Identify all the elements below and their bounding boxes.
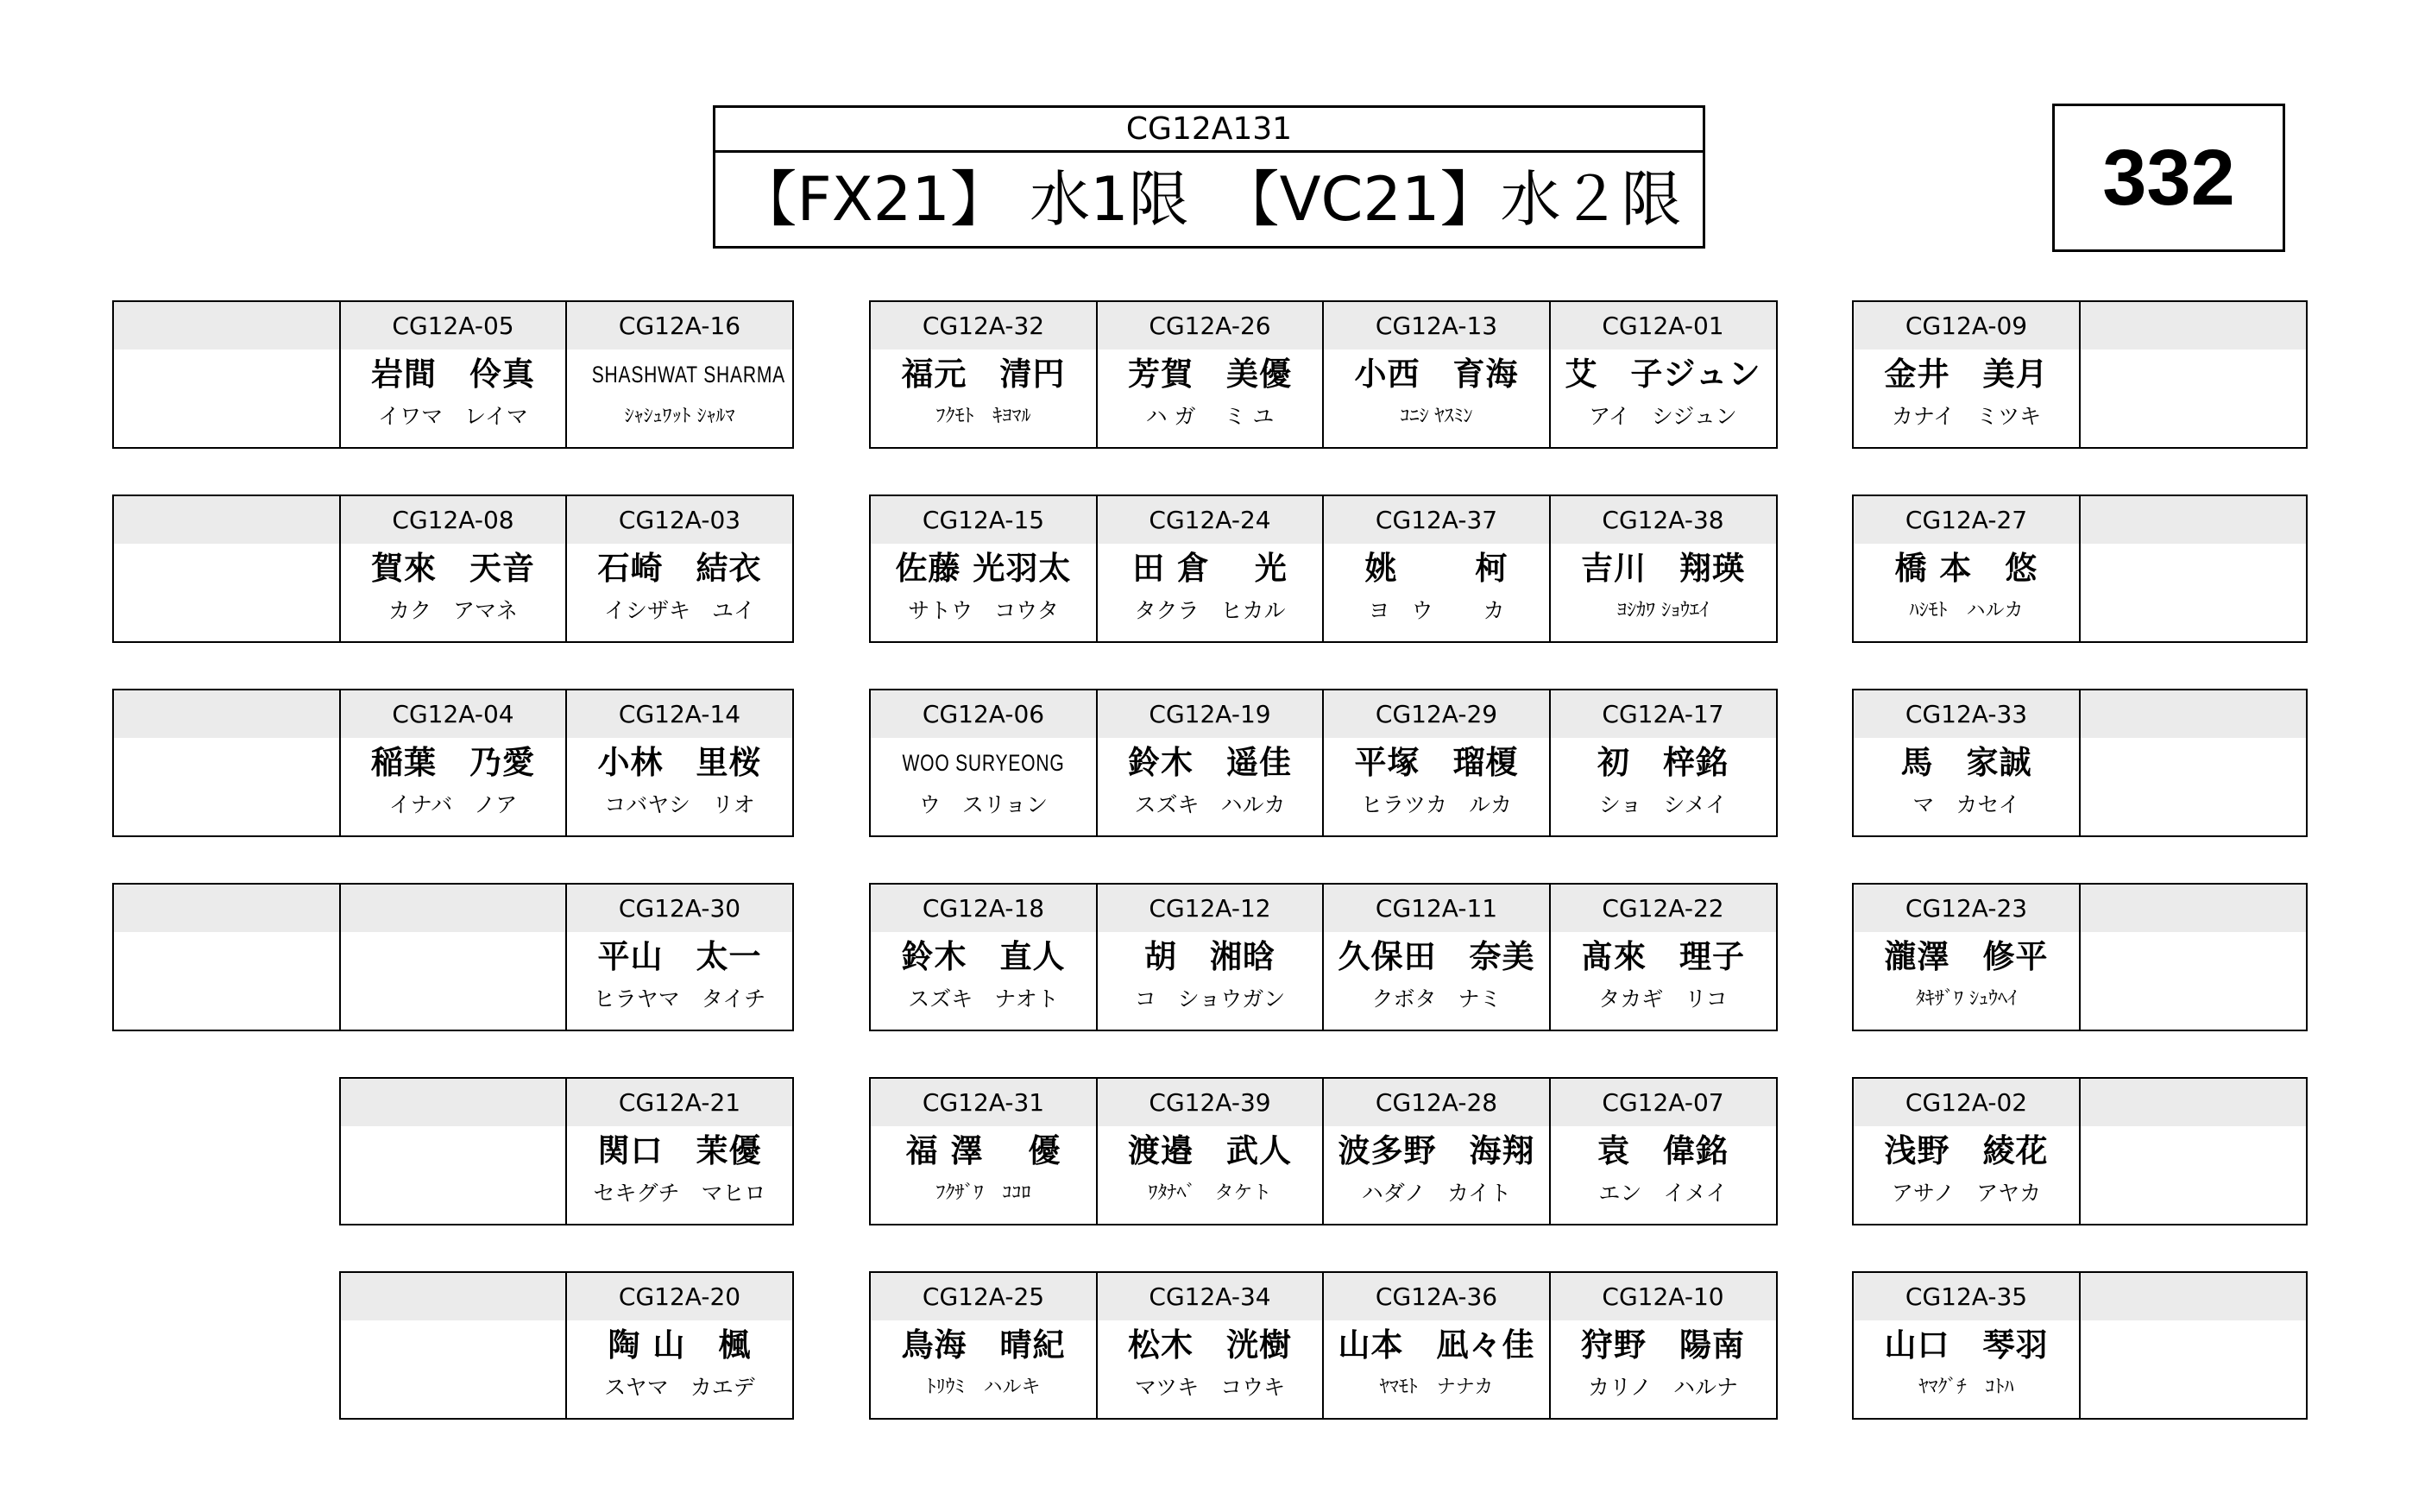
student-kana: ハ ガ ミ ユ (1145, 404, 1275, 429)
desk-group-left (112, 689, 794, 837)
seat-cell (1096, 495, 1325, 643)
student-kana (341, 1372, 566, 1407)
seat-cell (869, 1077, 1098, 1225)
seat-cell (1322, 1271, 1551, 1420)
student-id (2081, 690, 2306, 736)
student-kana: スヤマ カエデ (604, 1375, 755, 1400)
empty-seat-cell (112, 495, 341, 643)
student-kana: タクラ ヒカル (1134, 598, 1286, 623)
student-name: 田 倉 光 (1132, 550, 1288, 587)
student-name (2081, 930, 2306, 984)
student-kana (2081, 1178, 2306, 1213)
student-kana (341, 984, 566, 1018)
seat-cell (565, 1271, 794, 1420)
student-id: CG12A-29 (1375, 700, 1498, 728)
empty-seat-cell (339, 1077, 568, 1225)
student-id: CG12A-02 (1905, 1088, 2028, 1117)
student-name: 鳥海 晴紀 (901, 1326, 1066, 1364)
student-kana: アイ シジュン (1589, 404, 1737, 429)
student-kana: アサノ アヤカ (1891, 1181, 2042, 1206)
student-id (114, 690, 339, 736)
seat-cell (1322, 300, 1551, 449)
student-kana: ウ スリョン (918, 792, 1049, 817)
student-kana: ﾖｼｶﾜ ｼｮｳｴｲ (1617, 600, 1709, 621)
student-id (114, 496, 339, 542)
student-id: CG12A-17 (1602, 700, 1724, 728)
seat-cell (1852, 689, 2081, 837)
student-kana (114, 984, 339, 1018)
student-name: 福元 清円 (901, 356, 1066, 393)
student-kana: エン イメイ (1598, 1181, 1728, 1206)
student-name: 平塚 瑠榎 (1354, 744, 1519, 781)
student-name: 鈴木 遥佳 (1128, 744, 1292, 781)
student-name: 佐藤 光羽太 (895, 550, 1072, 587)
student-kana: ﾔﾏﾓﾄ ナナカ (1379, 1377, 1494, 1398)
student-id: CG12A-04 (392, 700, 514, 728)
student-id: CG12A-36 (1375, 1282, 1498, 1311)
empty-seat-cell (112, 883, 341, 1031)
student-kana (114, 595, 339, 630)
student-name: 稲葉 乃愛 (371, 744, 535, 781)
empty-seat-cell (2079, 689, 2308, 837)
student-kana: イワマ レイマ (378, 404, 528, 429)
student-kana (114, 790, 339, 824)
student-kana: カナイ ミツキ (1891, 404, 2042, 429)
student-id (2081, 302, 2306, 348)
class-code: CG12A131 (715, 108, 1703, 153)
seat-cell (1852, 883, 2081, 1031)
student-id: CG12A-05 (392, 312, 514, 340)
student-name: 浅野 綾花 (1884, 1132, 2049, 1169)
student-name: 石崎 結衣 (597, 550, 762, 587)
seat-cell (339, 495, 568, 643)
student-id: CG12A-25 (922, 1282, 1045, 1311)
student-id: CG12A-03 (618, 506, 741, 534)
student-kana (2081, 595, 2306, 630)
seat-cell (1322, 689, 1551, 837)
student-kana: ﾜﾀﾅﾍﾞ タケト (1148, 1182, 1272, 1204)
student-name: 賀來 天音 (371, 550, 535, 587)
student-kana: サトウ コウタ (908, 598, 1059, 623)
student-id: CG12A-19 (1149, 700, 1271, 728)
seat-cell (1096, 883, 1325, 1031)
student-name: WOO SURYEONG (902, 750, 1065, 776)
seat-cell (565, 1077, 794, 1225)
student-id: CG12A-08 (392, 506, 514, 534)
student-name: 橋 本 悠 (1894, 550, 2038, 587)
seat-cell (1549, 300, 1778, 449)
seat-cell (1549, 689, 1778, 837)
empty-seat-cell (339, 883, 568, 1031)
seat-cell (1096, 300, 1325, 449)
seat-cell (869, 300, 1098, 449)
student-name: 瀧澤 修平 (1884, 938, 2049, 975)
student-id (341, 1079, 566, 1125)
desk-group-middle (869, 1077, 1778, 1225)
student-name (114, 930, 339, 984)
seat-cell (1549, 883, 1778, 1031)
student-name: 関口 茉優 (597, 1132, 762, 1169)
student-name: 渡邉 武人 (1128, 1132, 1292, 1169)
student-id (2081, 496, 2306, 542)
student-id: CG12A-24 (1149, 506, 1271, 534)
student-kana (341, 1178, 566, 1213)
class-title: 【FX21】 水1限 【VC21】水２限 (736, 164, 1682, 235)
student-name: 福 澤 優 (905, 1132, 1061, 1169)
student-name: 小西 育海 (1354, 356, 1519, 393)
seat-cell (1322, 495, 1551, 643)
student-name: 金井 美月 (1884, 356, 2049, 393)
student-name: 平山 太一 (597, 938, 762, 975)
room-number: 332 (2052, 104, 2285, 252)
student-name (341, 1125, 566, 1178)
student-name (341, 930, 566, 984)
student-kana: スズキ ハルカ (1134, 792, 1286, 817)
desk-group-right (1852, 495, 2308, 643)
student-id: CG12A-06 (922, 700, 1045, 728)
student-kana: セキグチ マヒロ (593, 1181, 766, 1206)
student-name: SHASHWAT SHARMA (591, 362, 785, 387)
seat-cell (565, 300, 794, 449)
student-id: CG12A-12 (1149, 894, 1271, 923)
student-id (2081, 885, 2306, 930)
empty-seat-cell (339, 1271, 568, 1420)
student-id: CG12A-34 (1149, 1282, 1271, 1311)
desk-group-right (1852, 883, 2308, 1031)
student-id (341, 1273, 566, 1319)
student-name: 鈴木 直人 (901, 938, 1066, 975)
student-name (341, 1319, 566, 1372)
seat-cell (869, 883, 1098, 1031)
desk-group-left (112, 300, 794, 449)
seat-cell (565, 495, 794, 643)
student-name: 狩野 陽南 (1581, 1326, 1745, 1364)
empty-seat-cell (112, 300, 341, 449)
student-id: CG12A-16 (618, 312, 741, 340)
student-id: CG12A-10 (1602, 1282, 1724, 1311)
student-name: 山口 琴羽 (1884, 1326, 2049, 1364)
desk-group-middle (869, 495, 1778, 643)
student-id: CG12A-39 (1149, 1088, 1271, 1117)
student-id: CG12A-07 (1602, 1088, 1724, 1117)
student-kana (114, 401, 339, 436)
student-kana: マツキ コウキ (1134, 1375, 1286, 1400)
student-kana: ショ シメイ (1598, 792, 1728, 817)
student-name (2081, 348, 2306, 401)
student-id: CG12A-33 (1905, 700, 2028, 728)
student-kana: タカギ リコ (1598, 986, 1728, 1011)
empty-seat-cell (2079, 495, 2308, 643)
desk-group-middle (869, 1271, 1778, 1420)
student-kana: ヒラヤマ タイチ (593, 986, 766, 1011)
desk-group-right (1852, 300, 2308, 449)
desk-group-middle (869, 883, 1778, 1031)
desk-group-left (339, 1271, 795, 1420)
student-kana: ﾌｸｻﾞﾜ ｺｺﾛ (935, 1182, 1031, 1204)
student-kana: スズキ ナオト (908, 986, 1059, 1011)
student-kana (2081, 790, 2306, 824)
student-id (114, 885, 339, 930)
student-name: 袁 偉銘 (1597, 1132, 1729, 1169)
student-kana: コ ショウガン (1134, 986, 1286, 1011)
student-name: 波多野 海翔 (1338, 1132, 1535, 1169)
student-kana: ヨ ウ カ (1368, 598, 1505, 623)
seat-cell (1549, 1271, 1778, 1420)
student-id: CG12A-18 (922, 894, 1045, 923)
seat-cell (565, 689, 794, 837)
student-kana: イナバ ノア (388, 792, 518, 817)
desk-group-right (1852, 1077, 2308, 1225)
seat-cell (1549, 1077, 1778, 1225)
desk-group-left (339, 1077, 795, 1225)
student-name: 山本 凪々佳 (1338, 1326, 1535, 1364)
student-id: CG12A-22 (1602, 894, 1724, 923)
student-name (114, 348, 339, 401)
seat-cell (1852, 1077, 2081, 1225)
student-kana: クボタ ナミ (1371, 986, 1502, 1011)
student-id: CG12A-37 (1375, 506, 1498, 534)
seat-cell (1096, 689, 1325, 837)
student-id: CG12A-11 (1375, 894, 1498, 923)
student-kana: ﾀｷｻﾞﾜ ｼｭｳﾍｲ (1916, 988, 2017, 1010)
student-kana (2081, 401, 2306, 436)
student-name: 陶 山 楓 (608, 1326, 752, 1364)
empty-seat-cell (112, 689, 341, 837)
empty-seat-cell (2079, 883, 2308, 1031)
student-kana: コバヤシ リオ (604, 792, 755, 817)
seat-cell (1322, 883, 1551, 1031)
student-kana: ｼｬｼｭﾜｯﾄ ｼｬﾙﾏ (624, 406, 735, 427)
student-kana: ﾌｸﾓﾄ ｷﾖﾏﾙ (935, 406, 1031, 427)
seat-cell (339, 300, 568, 449)
student-id: CG12A-23 (1905, 894, 2028, 923)
student-name: 馬 家誠 (1900, 744, 2032, 781)
seat-cell (1096, 1271, 1325, 1420)
student-name: 初 梓銘 (1597, 744, 1729, 781)
seat-cell (1096, 1077, 1325, 1225)
student-id: CG12A-15 (922, 506, 1045, 534)
student-id: CG12A-27 (1905, 506, 2028, 534)
seat-cell (1852, 495, 2081, 643)
student-id: CG12A-09 (1905, 312, 2028, 340)
seat-cell (339, 689, 568, 837)
student-name: 艾 子ジュン (1565, 356, 1761, 393)
student-id (2081, 1273, 2306, 1319)
desk-group-right (1852, 689, 2308, 837)
student-id: CG12A-21 (618, 1088, 741, 1117)
student-kana: ﾄﾘｳﾐ ハルキ (926, 1377, 1041, 1398)
student-kana: ﾔﾏｸﾞﾁ ｺﾄﾊ (1918, 1377, 2014, 1398)
student-name (2081, 736, 2306, 790)
student-name (2081, 542, 2306, 595)
student-kana: マ カセイ (1912, 792, 2020, 817)
student-id: CG12A-30 (618, 894, 741, 923)
student-id: CG12A-26 (1149, 312, 1271, 340)
student-name: 吉川 翔瑛 (1581, 550, 1745, 587)
student-name: 髙來 理子 (1581, 938, 1745, 975)
class-header (713, 105, 1705, 249)
student-name: 姚 柯 (1364, 550, 1509, 587)
seat-cell (565, 883, 794, 1031)
student-kana (2081, 984, 2306, 1018)
student-id: CG12A-01 (1602, 312, 1724, 340)
student-id: CG12A-32 (922, 312, 1045, 340)
student-kana: カリノ ハルナ (1587, 1375, 1738, 1400)
desk-group-middle (869, 300, 1778, 449)
empty-seat-cell (2079, 1271, 2308, 1420)
seat-cell (1322, 1077, 1551, 1225)
student-name: 芳賀 美優 (1128, 356, 1292, 393)
student-name (2081, 1125, 2306, 1178)
seat-cell (1852, 1271, 2081, 1420)
desk-group-left (112, 495, 794, 643)
student-kana: ハダノ カイト (1361, 1181, 1512, 1206)
seat-cell (869, 1271, 1098, 1420)
student-id: CG12A-38 (1602, 506, 1724, 534)
desk-group-right (1852, 1271, 2308, 1420)
student-kana: ｺﾆｼ ﾔｽﾐﾝ (1400, 406, 1473, 427)
student-name: 胡 湘晗 (1144, 938, 1275, 975)
student-id (114, 302, 339, 348)
student-kana (2081, 1372, 2306, 1407)
student-name: 久保田 奈美 (1338, 938, 1535, 975)
seat-cell (1852, 300, 2081, 449)
empty-seat-cell (2079, 1077, 2308, 1225)
student-id: CG12A-28 (1375, 1088, 1498, 1117)
student-name: 小林 里桜 (597, 744, 762, 781)
seat-cell (1549, 495, 1778, 643)
student-id: CG12A-35 (1905, 1282, 2028, 1311)
empty-seat-cell (2079, 300, 2308, 449)
student-id (341, 885, 566, 930)
student-id: CG12A-31 (922, 1088, 1045, 1117)
seat-cell (869, 689, 1098, 837)
student-kana: イシザキ ユイ (603, 598, 755, 623)
student-kana: カク アマネ (387, 598, 518, 623)
student-name (2081, 1319, 2306, 1372)
student-id: CG12A-14 (618, 700, 741, 728)
student-kana: ﾊｼﾓﾄ ハルカ (1909, 600, 2024, 621)
student-name: 松木 洸樹 (1128, 1326, 1292, 1364)
student-id: CG12A-13 (1375, 312, 1498, 340)
student-name (114, 736, 339, 790)
student-kana: ヒラツカ ルカ (1360, 792, 1512, 817)
student-name (114, 542, 339, 595)
desk-group-middle (869, 689, 1778, 837)
student-id (2081, 1079, 2306, 1125)
seat-cell (869, 495, 1098, 643)
student-name: 岩間 伶真 (371, 356, 535, 393)
student-id: CG12A-20 (618, 1282, 741, 1311)
desk-group-left (112, 883, 794, 1031)
